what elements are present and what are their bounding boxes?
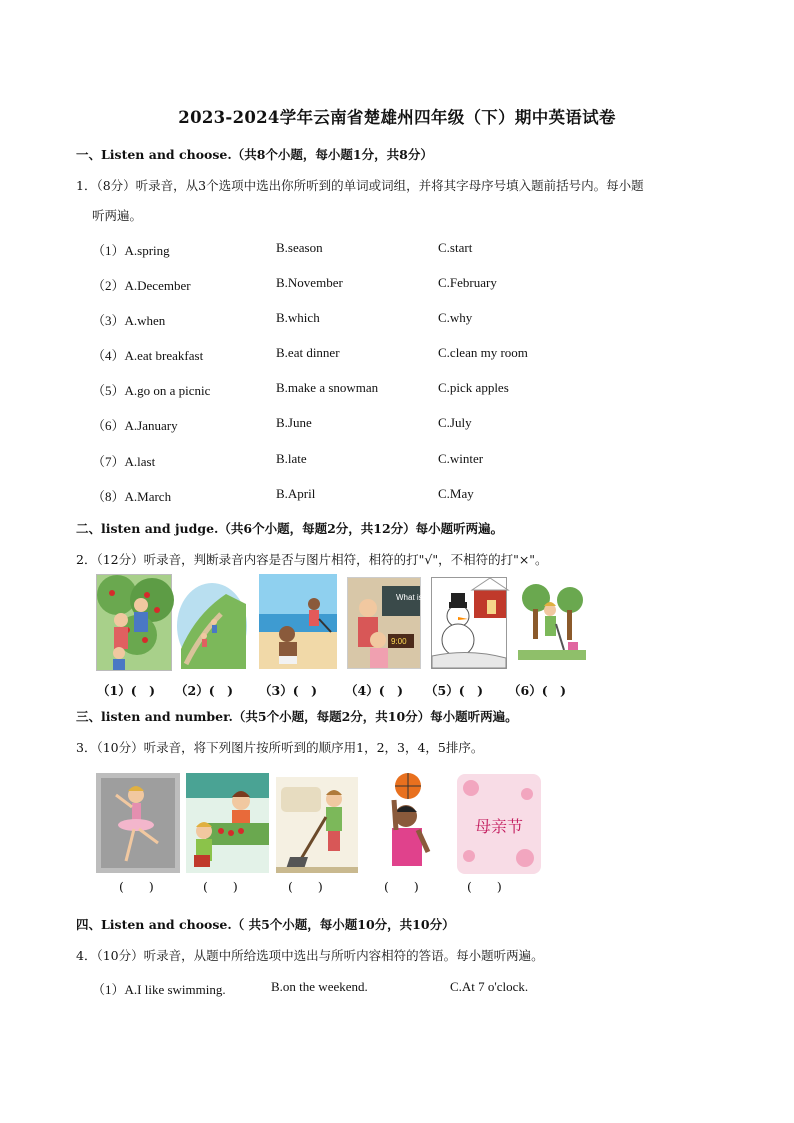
q1-item-5-a: （5）A.go on a picnic	[92, 383, 211, 398]
mothers-day-card-image	[457, 774, 541, 874]
section-2-heading: 二、listen and judge.（共6个小题，每题2分，共12分）每小题听两遍。	[76, 521, 504, 536]
snowman-image	[431, 577, 507, 669]
q1-item-5-c: C.pick apples	[438, 380, 509, 395]
question-2-prompt: 2．（12分）听录音，判断录音内容是否与图片相符，相符的打"√"，不相符的打"×"。	[76, 552, 548, 567]
section-1-heading: 一、Listen and choose.（共8个小题，每小题1分，共8分）	[76, 147, 433, 162]
q1-item-6-c: C.July	[438, 415, 472, 430]
sweeping-floor-image	[276, 777, 358, 873]
clock-text: 9:00	[391, 637, 407, 646]
q1-item-3-a: （3）A.when	[92, 313, 166, 328]
q1-item-4-b: B.eat dinner	[276, 345, 340, 360]
q1-item-7-c: C.winter	[438, 451, 484, 466]
q3-answer-4[interactable]: ( )	[384, 879, 419, 894]
q3-answer-2[interactable]: ( )	[203, 879, 238, 894]
q2-answer-4[interactable]: （4）( )	[345, 683, 404, 698]
q1-item-1-b: B.season	[276, 240, 323, 255]
question-4-prompt: 4．（10分）听录音，从题中所给选项中选出与所听内容相符的答语。每小题听两遍。	[76, 948, 544, 963]
question-1-prompt: 1．（8分）听录音，从3个选项中选出你所听到的单词或词组，并将其字母序号填入题前括号内。每小题	[76, 178, 644, 193]
hill-climbing-image	[176, 574, 248, 669]
shopping-vegetables-image	[186, 773, 269, 873]
section-3-heading: 三、listen and number.（共5个小题，每题2分，共10分）每小题听两遍。	[76, 709, 518, 724]
page-title: 2023-2024学年云南省楚雄州四年级（下）期中英语试卷	[178, 108, 616, 127]
q1-item-6-b: B.June	[276, 415, 312, 430]
q1-item-2-b: B.November	[276, 275, 343, 290]
beach-image	[259, 574, 337, 669]
q2-answer-2[interactable]: （2）( )	[175, 683, 234, 698]
basketball-player-image	[370, 772, 448, 872]
q1-item-3-c: C.why	[438, 310, 473, 325]
q1-item-8-b: B.April	[276, 486, 316, 501]
q1-item-8-a: （8）A.March	[92, 489, 172, 504]
q2-answer-3[interactable]: （3）( )	[259, 683, 318, 698]
q4-item-1-b: B.on the weekend.	[271, 979, 368, 994]
q1-item-4-a: （4）A.eat breakfast	[92, 348, 204, 363]
q2-answer-1[interactable]: （1）( )	[97, 683, 156, 698]
poster-text: What is	[396, 593, 423, 602]
q1-item-1-c: C.start	[438, 240, 473, 255]
q3-answer-3[interactable]: ( )	[288, 879, 323, 894]
ballet-dancer-image	[96, 773, 180, 873]
q2-answer-5[interactable]: （5）( )	[425, 683, 484, 698]
q1-item-2-a: （2）A.December	[92, 278, 191, 293]
q3-answer-1[interactable]: ( )	[119, 879, 154, 894]
q1-item-3-b: B.which	[276, 310, 320, 325]
q1-item-5-b: B.make a snowman	[276, 380, 379, 395]
q4-item-1-a: （1）A.I like swimming.	[92, 982, 226, 997]
card-text: 母亲节	[475, 817, 524, 836]
section-4-heading: 四、Listen and choose.（ 共5个小题，每小题10分，共10分）	[76, 917, 455, 932]
q1-item-6-a: （6）A.January	[92, 418, 178, 433]
q1-item-4-c: C.clean my room	[438, 345, 528, 360]
classroom-image	[347, 577, 421, 669]
question-3-prompt: 3．（10分）听录音，将下列图片按所听到的顺序用1，2，3，4，5排序。	[76, 740, 484, 755]
q4-item-1-c: C.At 7 o'clock.	[450, 979, 529, 994]
question-1-prompt-cont: 听两遍。	[92, 208, 143, 223]
q2-answer-6[interactable]: （6）( )	[508, 683, 567, 698]
q3-answer-5[interactable]: ( )	[467, 879, 502, 894]
gardening-image	[518, 584, 586, 660]
q1-item-8-c: C.May	[438, 486, 474, 501]
q1-item-2-c: C.February	[438, 275, 497, 290]
picking-apples-image	[96, 574, 172, 671]
q1-item-7-a: （7）A.last	[92, 454, 156, 469]
q1-item-7-b: B.late	[276, 451, 307, 466]
q1-item-1-a: （1）A.spring	[92, 243, 170, 258]
